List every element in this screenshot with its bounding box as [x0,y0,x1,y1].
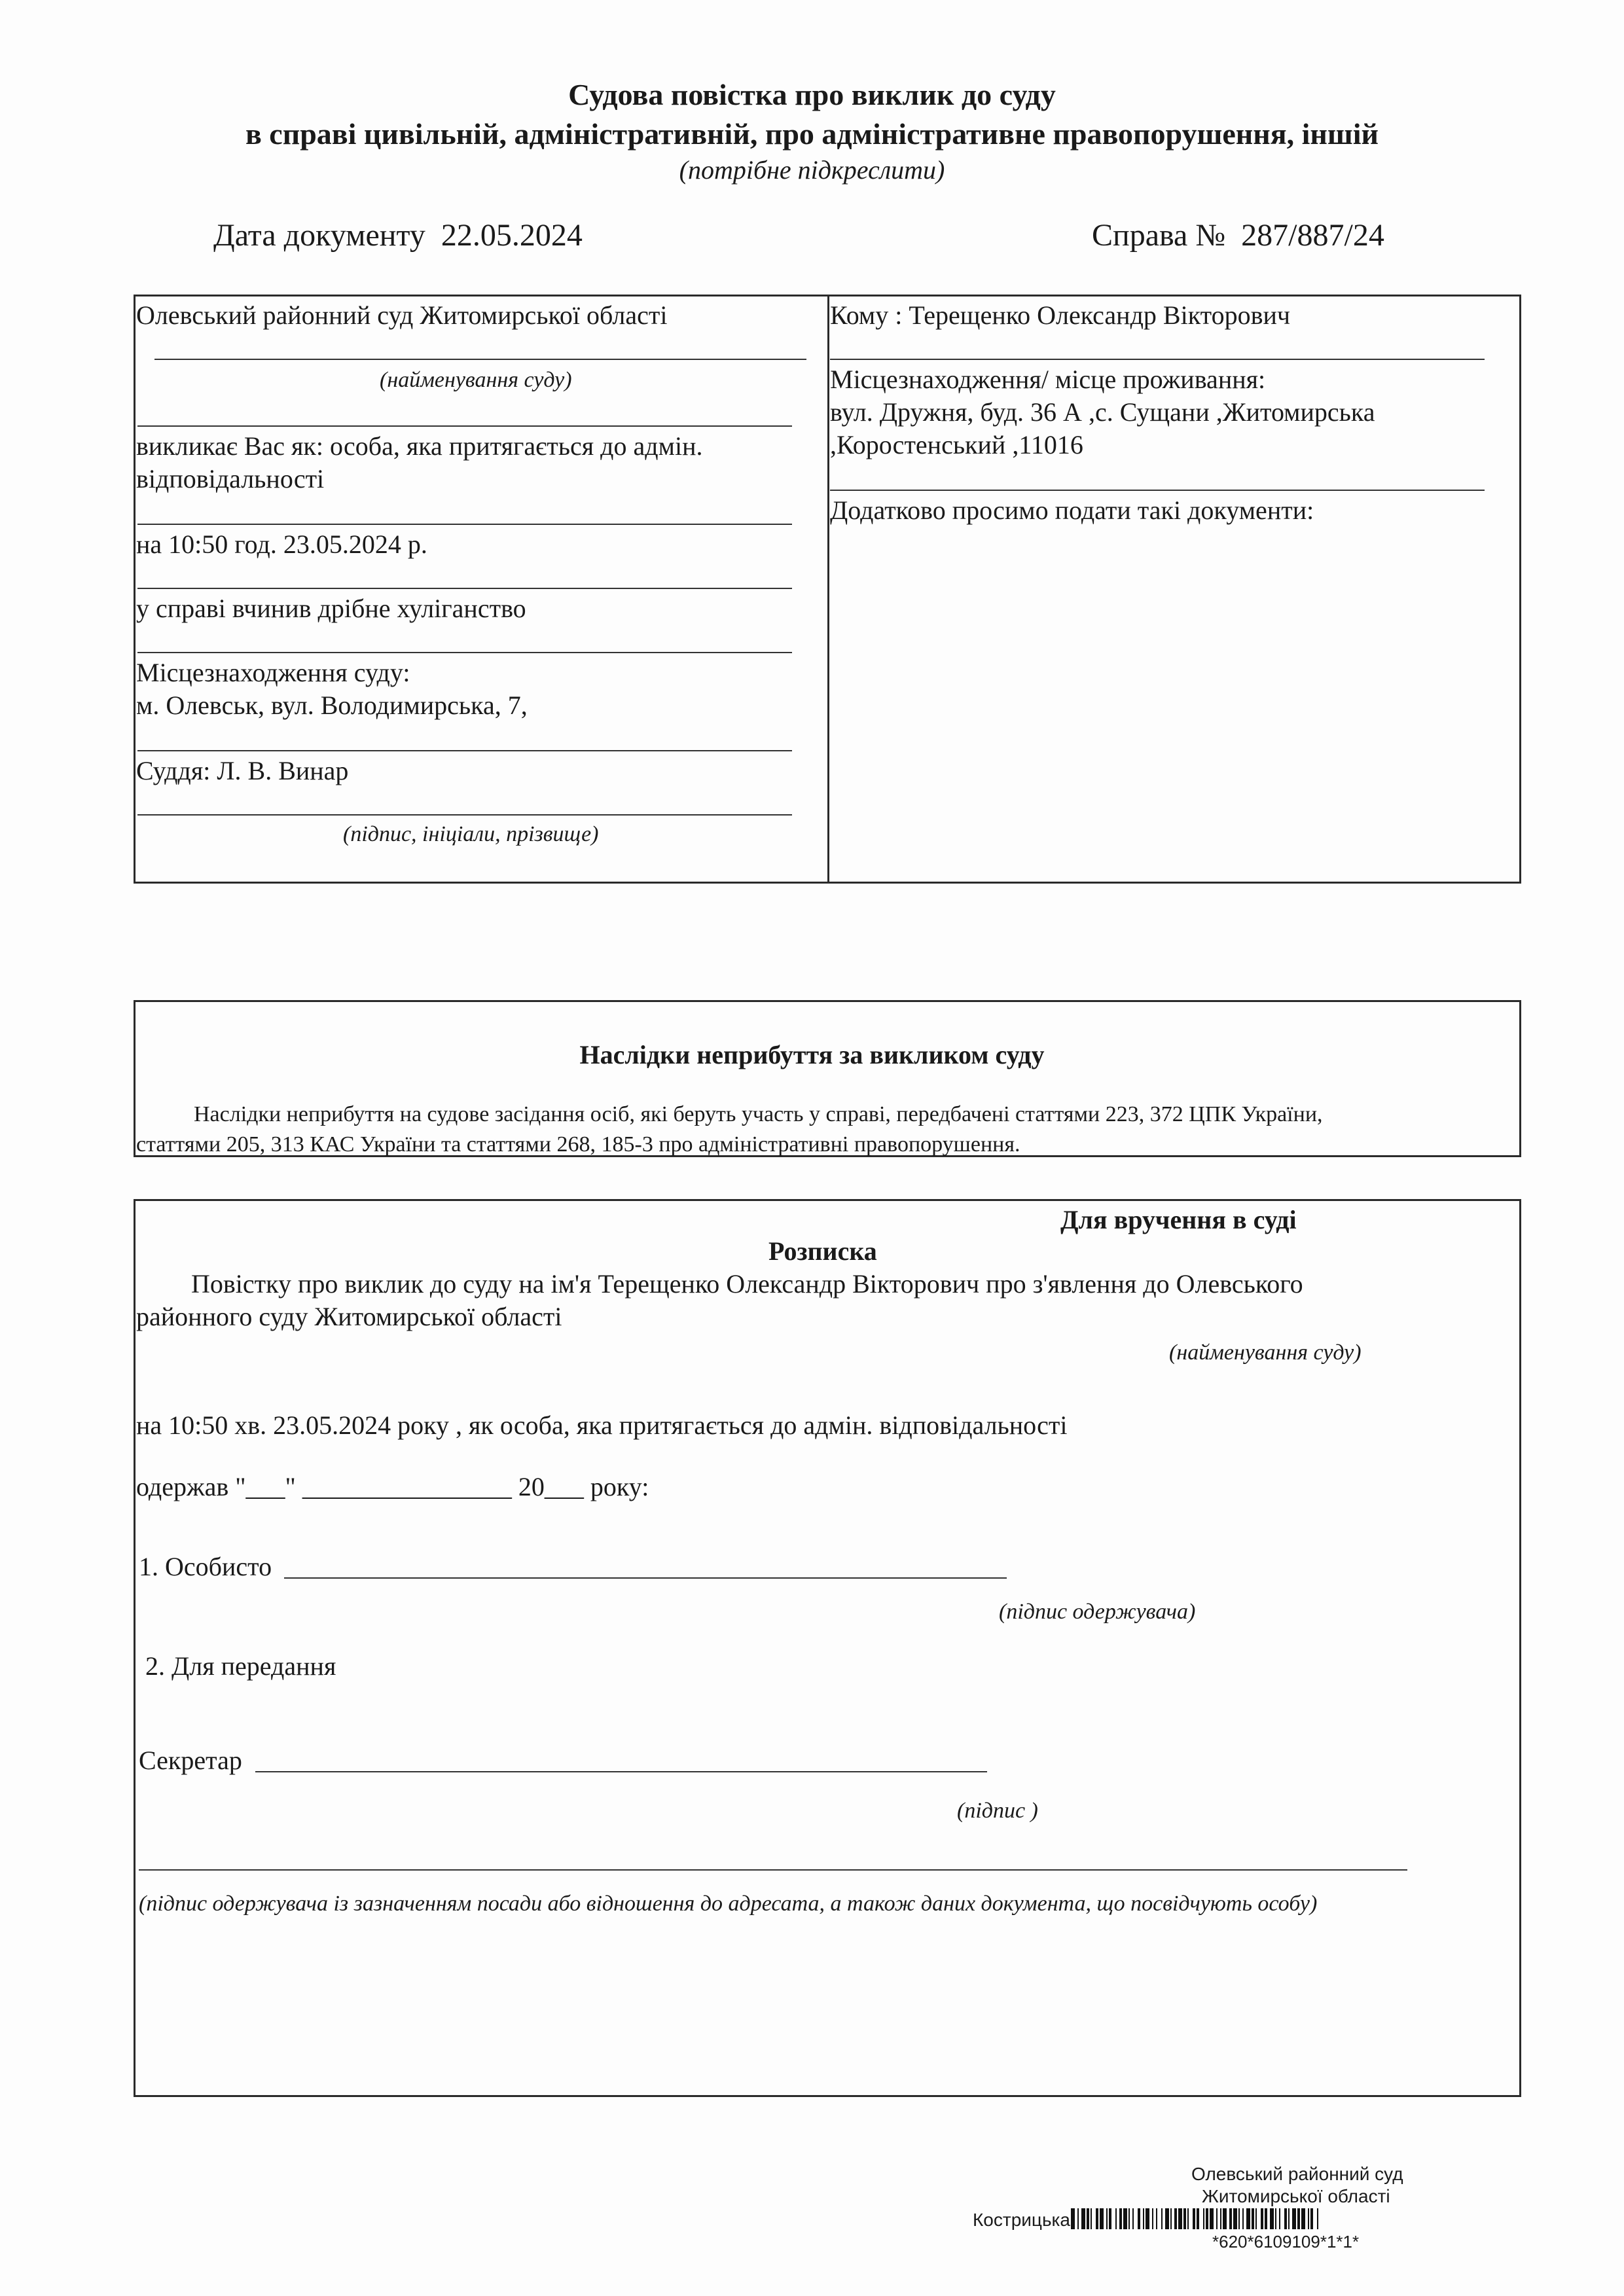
divider-line [137,750,792,751]
divider-line [137,652,792,653]
received-date-line: одержав "___" ________________ 20___ року: [136,1472,649,1501]
stamp-court-line1: Олевський районний суд [1191,2164,1403,2184]
personally-label: 1. Особисто [139,1552,272,1581]
signature-caption: (підпис ) [957,1799,1038,1823]
residence-line2: ,Коростенський ,11016 [830,430,1083,459]
court-name: Олевський районний суд Житомирської області [136,300,668,330]
secretary-signature-line [255,1771,987,1772]
court-name-line [154,359,806,360]
consequences-text-line1: Наслідки неприбуття на судове засідання осіб, які беруть участь у справі, передбачені статтями 223, 372 ЦПК України, [194,1102,1323,1126]
date-value: 22.05.2024 [441,218,583,253]
summons-as-line2: відповідальності [136,464,325,493]
recipient-name: Кому : Терещенко Олександр Вікторович [830,300,1290,330]
appearance-time: на 10:50 год. 23.05.2024 р. [136,529,427,559]
for-transfer-label: 2. Для передання [145,1651,336,1681]
divider-line [830,359,1485,360]
case-number [1092,217,1384,253]
case-label: Справа № [1092,218,1226,253]
divider-line [830,490,1485,491]
document-date [213,217,583,253]
receipt-box [134,1199,1521,2097]
consequences-heading: Наслідки неприбуття за викликом суду [579,1040,1045,1069]
residence-label: Місцезнаходження/ місце проживання: [830,365,1266,394]
consequences-text-line2: статтями 205, 313 КАС України та статтями 268, 185-3 про адміністративні правопорушення. [136,1132,1020,1157]
court-name-caption: (найменування суду) [380,368,572,392]
recipient-caption: (підпис одержувача) [999,1600,1196,1624]
receipt-line2: районного суду Житомирської області [136,1302,562,1331]
court-location-label: Місцезнаходження суду: [136,658,410,687]
bottom-caption: (підпис одержувача із зазначенням посади або відношення до адресата, а також даних документа, що посвідчують особу) [139,1892,1318,1916]
divider-line [137,425,792,427]
personally-signature-line [284,1577,1007,1579]
receipt-court-caption: (найменування суду) [1169,1340,1362,1365]
column-divider [827,295,829,884]
receipt-line1: Повістку про виклик до суду на ім'я Терещенко Олександр Вікторович про з'явлення до Олевського [191,1269,1303,1299]
document-title: Судова повістка про виклик до суду [568,78,1056,111]
judge-caption: (підпис, ініціали, прізвище) [343,822,599,846]
for-court-label: Для вручення в суді [1060,1205,1297,1234]
underline-note: (потрібне підкреслити) [679,155,945,185]
bottom-signature-line [139,1869,1407,1871]
stamp-name: Кострицька [973,2210,1070,2230]
court-location-value: м. Олевськ, вул. Володимирська, 7, [136,691,528,720]
barcode-text: *620*6109109*1*1* [1212,2232,1360,2251]
barcode [1071,2208,1526,2229]
secretary-label: Секретар [139,1746,242,1775]
stamp-court-line2: Житомирської області [1202,2186,1390,2206]
document-subtitle: в справі цивільній, адміністративній, про адміністративне правопорушення, іншій [245,117,1379,151]
summons-as-line1: викликає Вас як: особа, яка притягається до адмін. [136,431,703,461]
divider-line [137,588,792,589]
receipt-time-line: на 10:50 хв. 23.05.2024 року , як особа, яка притягається до адмін. відповідальності [136,1410,1068,1440]
receipt-heading: Розписка [768,1236,877,1266]
case-description: у справі вчинив дрібне хуліганство [136,594,526,623]
divider-line [137,524,792,525]
date-label: Дата документу [213,218,425,253]
residence-line1: вул. Дружня, буд. 36 А ,с. Сущани ,Житомирська [830,397,1375,427]
judge-line: Суддя: Л. В. Винар [136,756,349,785]
case-value: 287/887/24 [1241,218,1384,253]
documents-request: Додатково просимо подати такі документи: [830,495,1314,525]
divider-line [137,814,792,816]
